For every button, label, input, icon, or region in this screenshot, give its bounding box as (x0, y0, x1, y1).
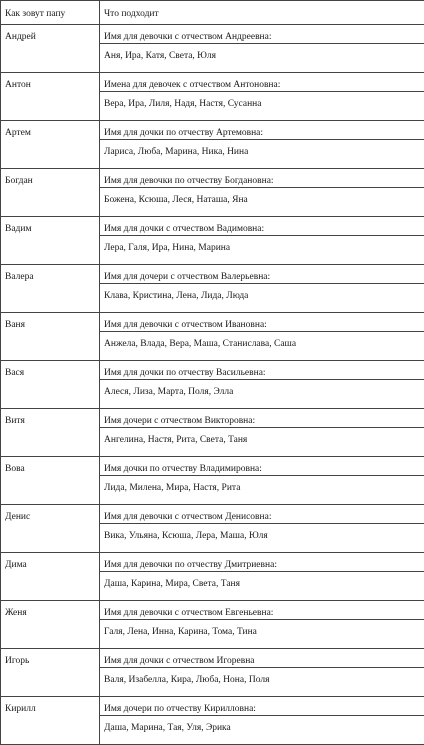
father-name-cell: Артем (1, 121, 100, 169)
table-row (1, 25, 424, 73)
options-description: Имя для дочки по отчеству Васильевна: (100, 361, 424, 380)
girl-names-list: Клава, Кристина, Лена, Лида, Люда (100, 284, 424, 305)
options-cell (100, 313, 424, 361)
table-row (1, 697, 424, 745)
options-description: Имя для дочки по отчеству Артемовна: (100, 121, 424, 140)
table-row (1, 361, 424, 409)
options-description: Имя для девочки с отчеством Андреевна: (100, 25, 424, 44)
father-name-cell: Валера (1, 265, 100, 313)
options-description: Имя для девочки с отчеством Евгеньевна: (100, 601, 424, 620)
girl-names-list: Лариса, Люба, Марина, Ника, Нина (100, 140, 424, 161)
father-name-cell: Вова (1, 457, 100, 505)
options-description: Имя для дочки с отчеством Вадимовна: (100, 217, 424, 236)
options-description: Имя дочери с отчеством Викторовна: (100, 409, 424, 428)
options-description: Имя дочери по отчеству Кирилловна: (100, 697, 424, 716)
father-name-cell: Кирилл (1, 697, 100, 745)
girl-names-list: Даша, Карина, Мира, Света, Таня (100, 572, 424, 593)
table-row (1, 457, 424, 505)
table-row (1, 409, 424, 457)
girl-names-list: Даша, Марина, Тая, Уля, Эрика (100, 716, 424, 737)
header-row (1, 1, 424, 25)
options-cell (100, 553, 424, 601)
options-cell (100, 73, 424, 121)
father-name-cell: Вася (1, 361, 100, 409)
table-body (1, 25, 424, 745)
options-cell (100, 409, 424, 457)
options-cell (100, 217, 424, 265)
girl-names-list: Алеся, Лиза, Марта, Поля, Элла (100, 380, 424, 401)
options-cell (100, 697, 424, 745)
options-cell (100, 265, 424, 313)
father-name-cell: Женя (1, 601, 100, 649)
table-row (1, 601, 424, 649)
options-cell (100, 121, 424, 169)
girl-names-list: Валя, Изабелла, Кира, Люба, Нона, Поля (100, 668, 424, 689)
girl-names-list: Аня, Ира, Катя, Света, Юля (100, 44, 424, 65)
father-name-cell: Витя (1, 409, 100, 457)
father-name-cell: Дима (1, 553, 100, 601)
options-cell (100, 601, 424, 649)
table-row (1, 169, 424, 217)
options-description: Имя для дочки с отчеством Игоревна (100, 649, 424, 668)
options-description: Имя для девочки по отчеству Богдановна: (100, 169, 424, 188)
father-name-cell: Богдан (1, 169, 100, 217)
father-name-cell: Ваня (1, 313, 100, 361)
table-row (1, 649, 424, 697)
girl-names-list: Вика, Ульяна, Ксюша, Лера, Маша, Юля (100, 524, 424, 545)
table-row (1, 73, 424, 121)
father-name-cell: Игорь (1, 649, 100, 697)
girl-names-list: Вера, Ира, Лиля, Надя, Настя, Сусанна (100, 92, 424, 113)
girl-names-list: Божена, Ксюша, Леся, Наташа, Яна (100, 188, 424, 209)
options-cell (100, 361, 424, 409)
options-cell (100, 25, 424, 73)
options-description: Имя для девочки с отчеством Денисовна: (100, 505, 424, 524)
father-name-cell: Антон (1, 73, 100, 121)
options-description: Имя дочки по отчеству Владимировна: (100, 457, 424, 476)
options-cell (100, 505, 424, 553)
options-description: Имя для девочки с отчеством Ивановна: (100, 313, 424, 332)
girl-names-list: Лида, Милена, Мира, Настя, Рита (100, 476, 424, 497)
header-father: Как зовут папу (1, 1, 100, 25)
table-row (1, 265, 424, 313)
options-description: Имя для девочки по отчеству Дмитриевна: (100, 553, 424, 572)
header-options: Что подходит (100, 1, 424, 25)
girl-names-list: Лера, Галя, Ира, Нина, Марина (100, 236, 424, 257)
father-name-cell: Вадим (1, 217, 100, 265)
options-cell (100, 169, 424, 217)
father-name-cell: Андрей (1, 25, 100, 73)
table-row (1, 313, 424, 361)
options-cell (100, 457, 424, 505)
table-row (1, 505, 424, 553)
table-row (1, 553, 424, 601)
girl-names-list: Ангелина, Настя, Рита, Света, Таня (100, 428, 424, 449)
girl-names-list: Галя, Лена, Инна, Карина, Тома, Тина (100, 620, 424, 641)
table-row (1, 217, 424, 265)
father-name-cell: Денис (1, 505, 100, 553)
options-cell (100, 649, 424, 697)
table-row (1, 121, 424, 169)
options-description: Имена для девочек с отчеством Антоновна: (100, 73, 424, 92)
options-description: Имя для дочери с отчеством Валерьевна: (100, 265, 424, 284)
girl-names-list: Анжела, Влада, Вера, Маша, Станислава, Саша (100, 332, 424, 353)
